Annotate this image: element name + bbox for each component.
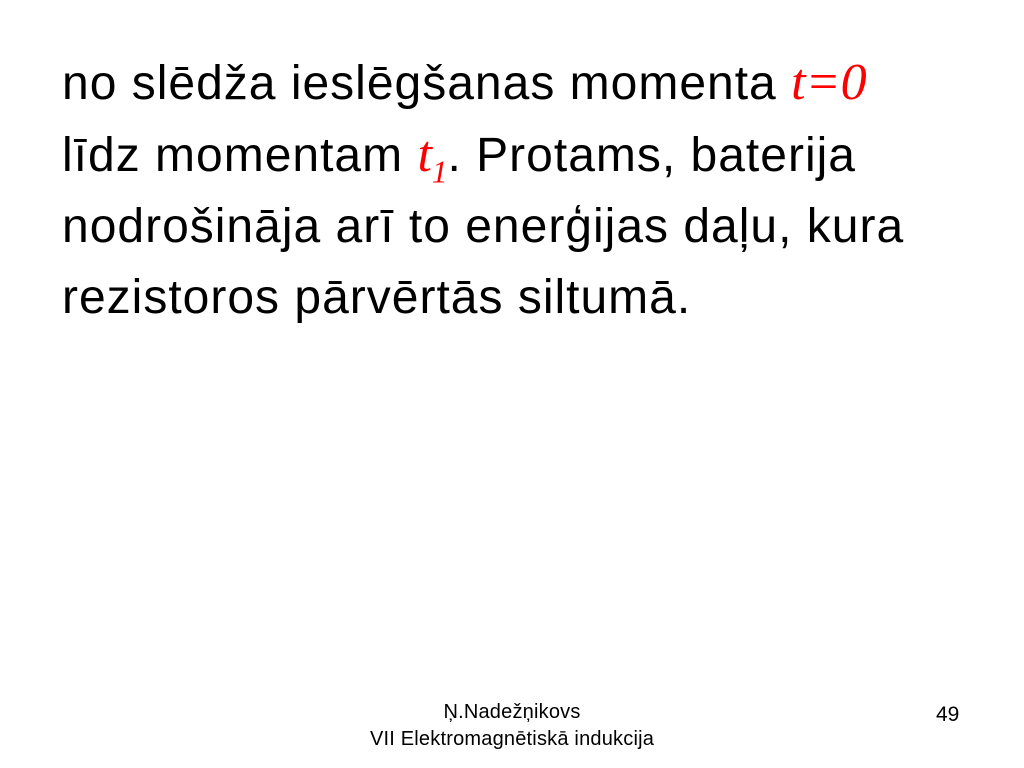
slide-footer [0,699,1024,753]
body-line-2 [62,119,904,191]
body-line-2-post: . Protams, baterija [447,129,856,182]
math-t1-base: t [417,126,432,183]
math-t1 [417,126,448,190]
body-line-3 [62,191,904,262]
body-line-3-text: nodrošināja arī to enerģijas daļu, kura [62,200,905,253]
body-line-2-pre: līdz momentam [62,129,418,182]
slide-body-text [62,47,904,333]
page-number: 49 [936,703,960,726]
math-t1-subscript: 1 [431,154,448,190]
footer-course-title: VII Elektromagnētiskā indukcija [369,728,655,750]
body-line-1 [62,47,904,119]
math-t-equals-0: t=0 [791,54,867,111]
body-line-4-text: rezistoros pārvērtās siltumā. [62,271,692,324]
footer-author: Ņ.Nadežņikovs [443,701,581,723]
body-line-4 [62,262,904,333]
body-line-1-text: no slēdža ieslēgšanas momenta [62,57,792,110]
